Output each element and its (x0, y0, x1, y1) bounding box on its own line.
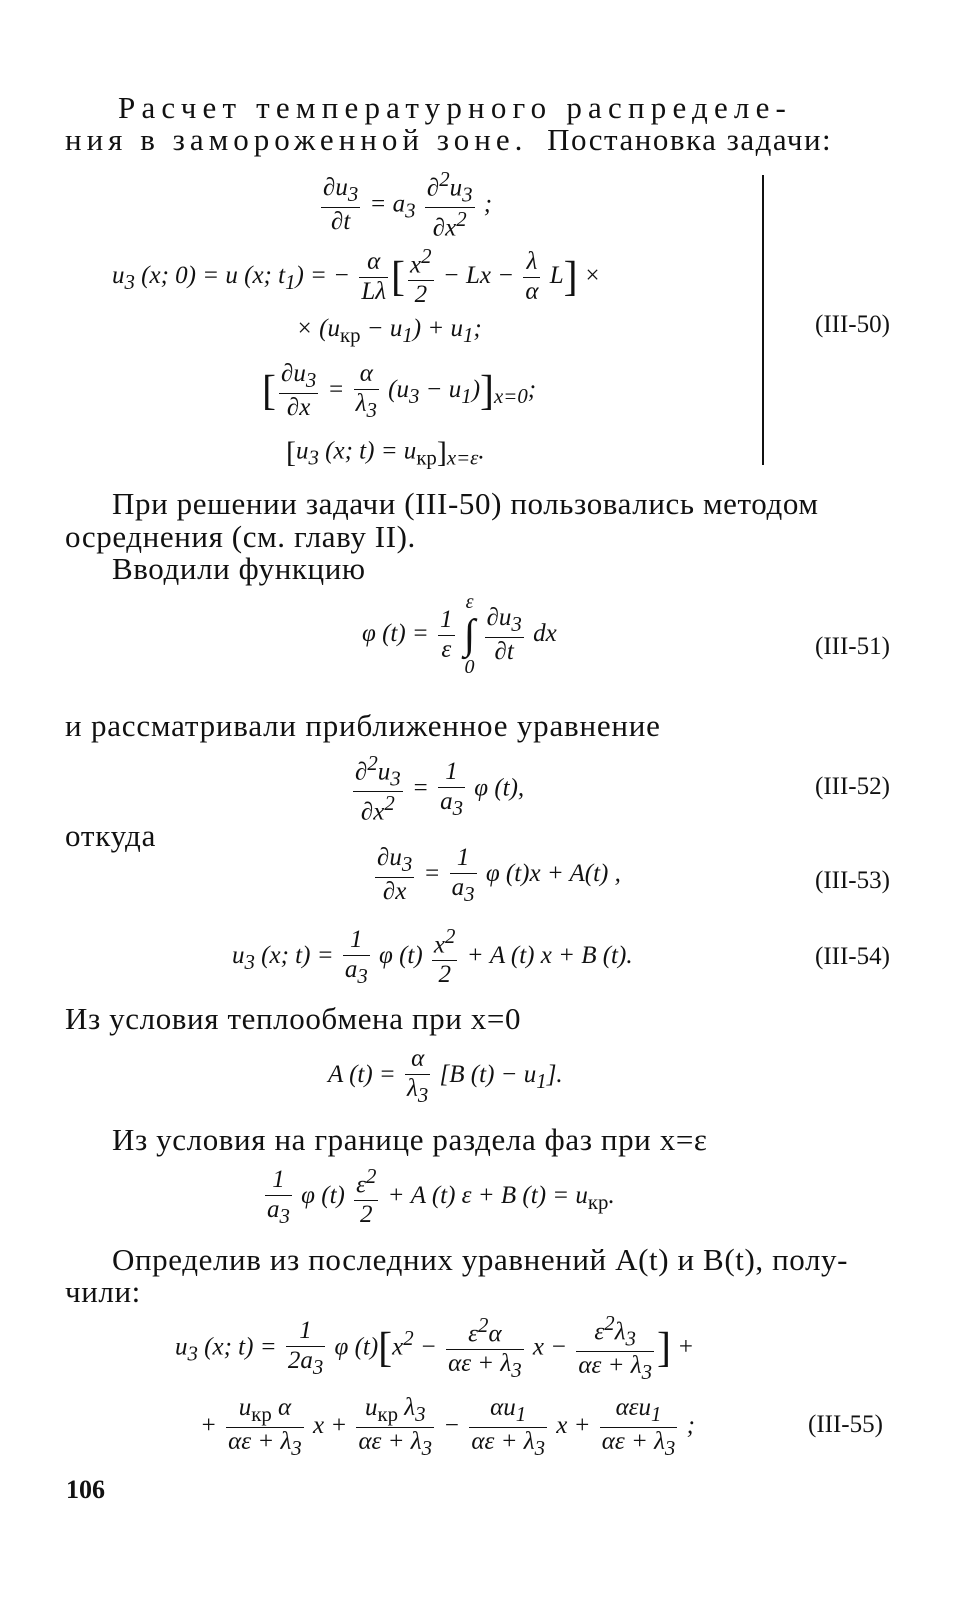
page-number: 106 (66, 1475, 105, 1504)
paragraph-line: осреднения (см. главу II). (65, 519, 416, 554)
equation-line: A (t) = $\frac{\alpha}{\lambda_3}$ [B $(t) - u_1$]. (328, 1045, 563, 1107)
equation-line: + $\frac{u_{кр} \alpha}{\alpha\varepsilon + \lambda_3}$ x + $\frac{u_{кр} \lambda_3}{\alpha\varepsilon + \lambda_3}$ − $\frac{\alpha u_1}{\alpha\varepsilon + \lambda_3}$ x + $\frac{\alpha\varepsilon u_1}{\alpha\varepsilon + \lambda_3}$ ; (200, 1394, 695, 1460)
equation-label: (III-53) (815, 867, 890, 894)
equation-line: φ (t) = $\frac{1}{\varepsilon}$ ε ∫ 0 $\frac{\partial u_3}{\partial t}$ dx (362, 591, 557, 679)
paragraph-text: Постановка задачи: (547, 122, 833, 157)
equation-line: $u_3$ (x; t) = $\frac{1}{a_3}$ φ (t) $\frac{x^2}{2}$ + A (t) x + B (t). (232, 924, 633, 989)
equation-label: (III-52) (815, 773, 890, 800)
equation-label: (III-55) (808, 1411, 883, 1438)
equation-label: (III-51) (815, 633, 890, 660)
paragraph-line: Расчет температурного распределе- (118, 90, 793, 125)
paragraph-line: откуда (65, 818, 157, 853)
paragraph-line: При решении задачи (III-50) пользовались методом (112, 486, 819, 521)
paragraph-line: чили: (65, 1274, 141, 1309)
equation-line: [ $\frac{\partial u_3}{\partial x}$ = $\frac{\alpha}{\lambda_3}$ $(u_3 - u_1)]_{x=0}$; (262, 360, 537, 422)
equation-line: [$u_3$ (x; $t) = u_{кр}]_{x=\varepsilon}$. (286, 436, 485, 470)
equation-line: $\frac{1}{a_3}$ φ (t) $\frac{\varepsilon^2}{2}$ + A (t) ε + B $(t) = u_{кр}$. (267, 1164, 615, 1229)
equation-line: $u_3$ (x; t) = $\frac{1}{2a_3}$ φ $(t)[x^2$ − $\frac{\varepsilon^2\alpha}{\alpha\varepsilon + \lambda_3}$ x − $\frac{\varepsilon^2\lambda_3}{\alpha\varepsilon + \lambda_3}$ ] + (175, 1311, 695, 1385)
paragraph-line: Из условия на границе раздела фаз при x=ε (112, 1122, 708, 1157)
equation-line: × $(u_{кр} - u_1) + u_1$; (296, 315, 482, 347)
equation-line: $\frac{\partial^2u_3}{\partial x^2}$ = $\frac{1}{a_3}$ φ (t), (355, 751, 525, 826)
equation-line: $\frac{\partial u_3}{\partial t}$ = $a_3$ $\frac{\partial^2u_3}{\partial x^2}$ ; (323, 167, 493, 242)
equation-line: $u_3$ (x; 0) = u (x; $t_1$) = − $\frac{\alpha}{L\lambda}$ [ $\frac{x^2}{2}$ − Lx − $\frac{\lambda}{\alpha}$ L] × (112, 244, 601, 309)
spaced-heading: ния в замороженной зоне. (65, 122, 528, 157)
paragraph-line: Вводили функцию (112, 551, 366, 586)
paragraph-line: Определив из последних уравнений A(t) и B(t), полу- (112, 1242, 849, 1277)
equation-line: $\frac{\partial u_3}{\partial x}$ = $\frac{1}{a_3}$ φ (t)x + A(t) , (377, 844, 621, 906)
equation-label: (III-54) (815, 943, 890, 970)
paragraph-line: Из условия теплообмена при x=0 (65, 1001, 522, 1036)
equation-label: (III-50) (815, 311, 890, 338)
paragraph-line (65, 124, 832, 155)
paragraph-line: и рассматривали приближенное уравнение (65, 708, 661, 743)
system-brace (762, 175, 764, 465)
